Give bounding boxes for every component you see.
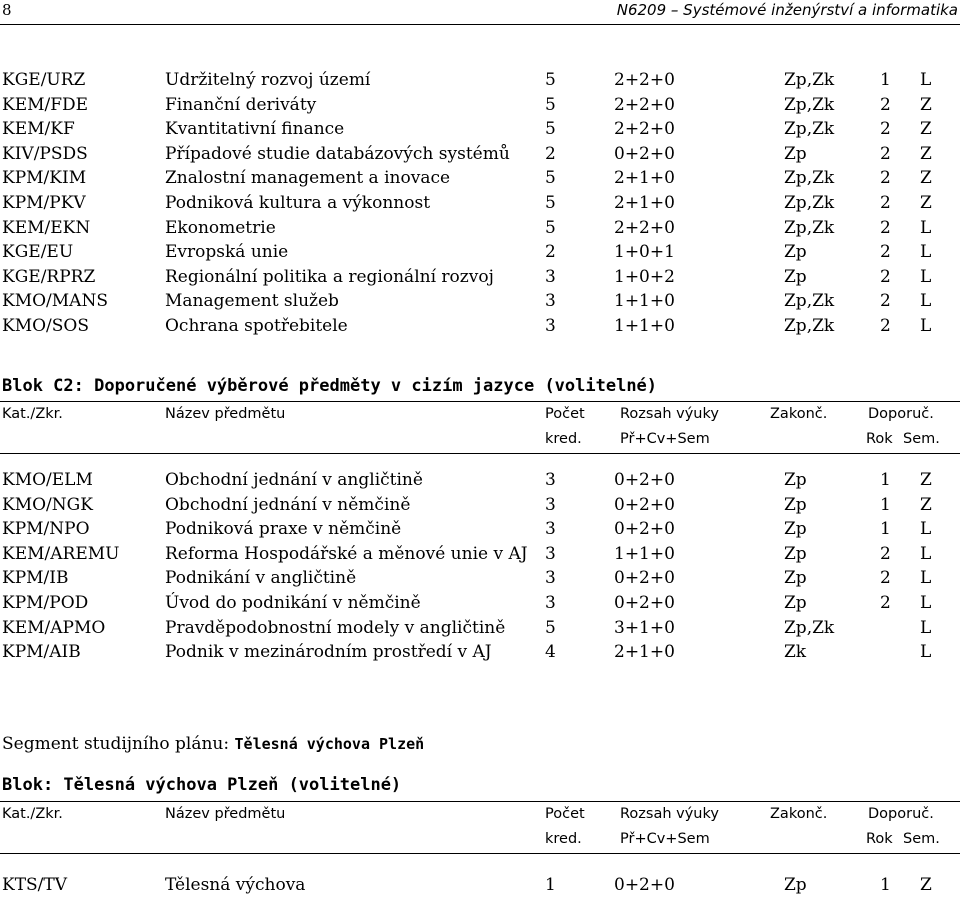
col-kred-header: kred. [545,431,582,447]
course-year: 2 [880,119,891,140]
table-row [0,291,960,316]
course-name: Finanční deriváty [165,94,317,115]
course-semester: Z [920,168,932,189]
course-hours: 0+2+0 [614,494,675,515]
col-doporuc-header: Doporuč. [868,806,934,822]
course-credits: 3 [545,592,556,613]
block-tv-table [0,875,960,900]
course-completion: Zp,Zk [784,168,835,189]
course-name: Tělesná výchova [165,875,306,895]
col-doporuc-header: Doporuč. [868,406,934,422]
course-hours: 0+2+0 [614,875,675,895]
segment-value: Tělesná výchova Plzeň [234,735,425,753]
table-row [0,495,960,520]
course-code: KPM/POD [2,592,89,613]
course-code: KPM/NPO [2,519,90,540]
course-year: 2 [880,592,891,613]
course-name: Znalostní management a inovace [165,168,451,189]
course-year: 1 [880,70,891,90]
page-number: 8 [2,1,12,19]
course-year: 1 [880,470,891,490]
course-credits: 5 [545,168,556,189]
table-row [0,568,960,593]
course-hours: 2+2+0 [614,70,675,90]
course-code: KMO/MANS [2,291,108,312]
course-year: 2 [880,266,891,287]
table-row [0,593,960,618]
course-code: KEM/APMO [2,617,106,638]
course-completion: Zp,Zk [784,119,835,140]
course-completion: Zp [784,519,807,540]
col-rozsah-header: Rozsah výuky [620,406,719,422]
block-c2-rule-bottom [0,453,960,454]
course-year: 2 [880,143,891,164]
course-hours: 3+1+0 [614,617,675,638]
course-semester: Z [920,143,932,164]
course-semester: L [920,592,932,613]
table-row [0,193,960,218]
course-completion: Zp [784,242,807,263]
col-kred-header: kred. [545,831,582,847]
table-row [0,119,960,144]
course-code: KGE/URZ [2,70,86,90]
course-year: 1 [880,875,891,895]
table-row [0,218,960,243]
course-name: Ochrana spotřebitele [165,315,348,336]
course-credits: 2 [545,242,556,263]
course-code: KMO/ELM [2,470,93,490]
block-tv-rule-top [0,801,960,802]
course-credits: 3 [545,266,556,287]
course-semester: L [920,242,932,263]
course-completion: Zp [784,568,807,589]
course-year: 2 [880,94,891,115]
segment-line [2,734,424,754]
col-sem-header: Sem. [903,831,940,847]
course-hours: 1+1+0 [614,315,675,336]
course-completion: Zp [784,543,807,564]
col-rok-header: Rok [866,831,893,847]
table-row [0,544,960,569]
course-hours: 1+0+2 [614,266,675,287]
course-hours: 0+2+0 [614,568,675,589]
course-credits: 3 [545,568,556,589]
course-hours: 2+2+0 [614,217,675,238]
table-row [0,70,960,95]
course-credits: 4 [545,642,556,663]
col-rozsah-header: Rozsah výuky [620,806,719,822]
col-sem-header: Sem. [903,431,940,447]
course-semester: Z [920,470,932,490]
course-name: Reforma Hospodářské a měnové unie v AJ [165,543,528,564]
course-semester: Z [920,192,932,213]
course-credits: 5 [545,119,556,140]
course-year: 2 [880,168,891,189]
page-header [0,0,960,25]
table-row [0,519,960,544]
course-semester: L [920,642,932,663]
block-c2-rule-top [0,401,960,402]
course-completion: Zk [784,642,807,663]
course-year: 2 [880,242,891,263]
course-credits: 3 [545,470,556,490]
table-row [0,267,960,292]
course-hours: 0+2+0 [614,592,675,613]
course-semester: L [920,617,932,638]
course-name: Kvantitativní finance [165,119,345,140]
col-nazev-header: Název předmětu [165,406,286,422]
course-code: KPM/PKV [2,192,86,213]
course-credits: 5 [545,217,556,238]
course-code: KTS/TV [2,875,68,895]
col-kat-header: Kat./Zkr. [2,406,63,422]
course-code: KIV/PSDS [2,143,88,164]
col-kat-header: Kat./Zkr. [2,806,63,822]
course-name: Regionální politika a regionální rozvoj [165,266,494,287]
course-credits: 2 [545,143,556,164]
course-completion: Zp [784,143,807,164]
course-year: 2 [880,543,891,564]
course-hours: 2+2+0 [614,119,675,140]
course-completion: Zp,Zk [784,192,835,213]
course-credits: 3 [545,315,556,336]
course-name: Obchodní jednání v angličtině [165,470,423,490]
block-c2-header-row2 [0,431,960,453]
course-semester: L [920,315,932,336]
course-year: 1 [880,494,891,515]
course-credits: 5 [545,94,556,115]
course-hours: 0+2+0 [614,519,675,540]
course-credits: 3 [545,291,556,312]
course-code: KEM/AREMU [2,543,120,564]
course-name: Případové studie databázových systémů [165,143,510,164]
course-code: KGE/RPRZ [2,266,96,287]
course-year: 1 [880,519,891,540]
course-code: KMO/NGK [2,494,93,515]
table-row [0,618,960,643]
course-completion: Zp,Zk [784,315,835,336]
course-hours: 1+1+0 [614,543,675,564]
course-name: Podnikání v angličtině [165,568,357,589]
course-completion: Zp,Zk [784,291,835,312]
course-name: Management služeb [165,291,339,312]
course-code: KMO/SOS [2,315,90,336]
course-hours: 2+1+0 [614,642,675,663]
course-year: 2 [880,315,891,336]
course-code: KPM/IB [2,568,69,589]
table-row [0,875,960,900]
block-c2-table [0,470,960,667]
course-name: Podnik v mezinárodním prostředí v AJ [165,642,492,663]
course-semester: Z [920,94,932,115]
col-zakonc-header: Zakonč. [770,406,828,422]
course-semester: L [920,291,932,312]
course-semester: L [920,70,932,90]
block-c2-header-row1 [0,406,960,428]
course-year: 2 [880,217,891,238]
course-name: Podniková kultura a výkonnost [165,192,431,213]
course-completion: Zp,Zk [784,94,835,115]
course-name: Úvod do podnikání v němčině [165,592,421,613]
table-row [0,642,960,667]
course-year: 2 [880,291,891,312]
course-completion: Zp,Zk [784,617,835,638]
course-name: Udržitelný rozvoj území [165,70,371,90]
block-c2-title: Blok C2: Doporučené výběrové předměty v cizím jazyce (volitelné) [2,376,658,396]
course-code: KPM/AIB [2,642,81,663]
course-completion: Zp [784,266,807,287]
course-code: KEM/KF [2,119,75,140]
course-hours: 0+2+0 [614,470,675,490]
course-name: Podniková praxe v němčině [165,519,402,540]
course-credits: 3 [545,494,556,515]
col-prcvsem-header: Př+Cv+Sem [620,831,710,847]
course-semester: L [920,266,932,287]
course-hours: 2+2+0 [614,94,675,115]
col-rok-header: Rok [866,431,893,447]
course-hours: 2+1+0 [614,168,675,189]
course-hours: 1+0+1 [614,242,675,263]
course-code: KPM/KIM [2,168,87,189]
block-tv-header-row1 [0,806,960,828]
course-completion: Zp [784,592,807,613]
block-tv-header-row2 [0,831,960,853]
course-name: Pravděpodobnostní modely v angličtině [165,617,506,638]
course-credits: 3 [545,519,556,540]
course-semester: Z [920,119,932,140]
course-completion: Zp,Zk [784,217,835,238]
block-tv-title: Blok: Tělesná výchova Plzeň (volitelné) [2,775,402,795]
table-row [0,95,960,120]
col-prcvsem-header: Př+Cv+Sem [620,431,710,447]
table-row [0,470,960,495]
course-code: KEM/FDE [2,94,89,115]
course-year: 2 [880,568,891,589]
course-semester: L [920,543,932,564]
course-credits: 1 [545,875,556,895]
course-name: Evropská unie [165,242,289,263]
table-row [0,242,960,267]
course-year: 2 [880,192,891,213]
block-tv-rule-bottom [0,853,960,854]
course-name: Obchodní jednání v němčině [165,494,411,515]
course-code: KGE/EU [2,242,74,263]
table-row [0,316,960,341]
course-semester: Z [920,494,932,515]
table-row [0,144,960,169]
course-credits: 5 [545,617,556,638]
running-title: N6209 – Systémové inženýrství a informatika [616,1,958,19]
course-completion: Zp [784,875,807,895]
course-semester: L [920,568,932,589]
course-semester: L [920,217,932,238]
course-name: Ekonometrie [165,217,276,238]
course-code: KEM/EKN [2,217,91,238]
course-credits: 5 [545,70,556,90]
col-pocet-header: Počet [545,406,585,422]
course-credits: 5 [545,192,556,213]
table-row [0,168,960,193]
course-semester: Z [920,875,932,895]
course-hours: 2+1+0 [614,192,675,213]
col-zakonc-header: Zakonč. [770,806,828,822]
col-nazev-header: Název předmětu [165,806,286,822]
course-table-top [0,70,960,341]
course-completion: Zp [784,470,807,490]
segment-label: Segment studijního plánu: [2,734,230,754]
course-credits: 3 [545,543,556,564]
course-hours: 0+2+0 [614,143,675,164]
course-completion: Zp,Zk [784,70,835,90]
course-completion: Zp [784,494,807,515]
course-hours: 1+1+0 [614,291,675,312]
course-semester: L [920,519,932,540]
col-pocet-header: Počet [545,806,585,822]
